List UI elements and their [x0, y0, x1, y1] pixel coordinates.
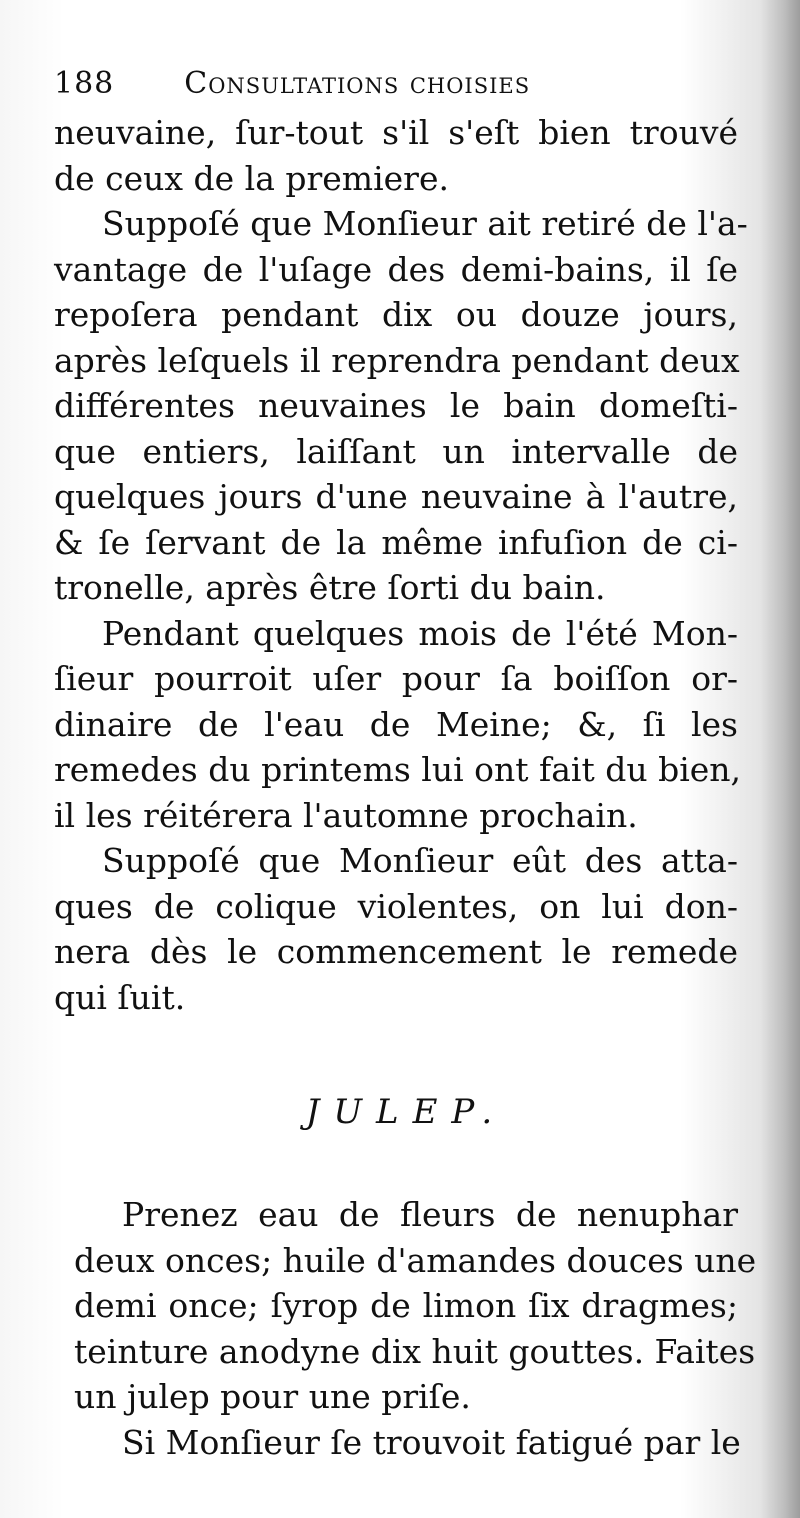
text-line: Suppoſé que Monſieur eût des atta-: [102, 841, 738, 880]
page-header: [54, 66, 738, 110]
paragraph: [54, 110, 738, 201]
text-line: nera dès le commencement le remede: [54, 932, 738, 971]
text-line: ques de colique violentes, on lui don-: [54, 886, 738, 926]
text-line: différentes neuvaines le bain domeſti-: [54, 386, 738, 425]
text-line: après leſquels il reprendra pendant deux: [54, 340, 740, 380]
text-line: dinaire de l'eau de Meine; &, ſi les: [54, 704, 738, 744]
paragraph: [54, 201, 748, 611]
text-line: demi once; ſyrop de limon ſix dragmes;: [74, 1286, 738, 1325]
text-line: remedes du printems lui ont fait du bien,: [54, 750, 742, 789]
text-line: un julep pour une priſe.: [74, 1377, 471, 1416]
text-line: ſieur pourroit uſer pour ſa boiſſon or-: [54, 659, 738, 698]
text-line: teinture anodyne dix huit gouttes. Faites: [74, 1331, 756, 1371]
text-line: deux onces; huile d'amandes douces une: [74, 1240, 757, 1280]
text-line: que entiers, laiſſant un intervalle de: [54, 431, 738, 471]
page-gutter-shadow: [760, 0, 800, 1518]
paragraph: [54, 838, 738, 1020]
paragraph: [54, 611, 742, 839]
text-line: quelques jours d'une neuvaine à l'autre,: [54, 477, 738, 516]
text-line: Suppoſé que Monſieur ait retiré de l'a-: [102, 204, 748, 243]
section-heading: JULEP.: [305, 1092, 507, 1132]
text-line: tronelle, après être ſorti du bain.: [54, 568, 606, 607]
running-title: Consultations choisies: [184, 66, 531, 101]
text-line: il les réitérera l'automne prochain.: [54, 795, 638, 835]
text-block: [54, 66, 757, 1465]
text-line: de ceux de la premiere.: [54, 158, 449, 198]
recipe-paragraph: [54, 1420, 741, 1466]
recipe-paragraph: [54, 1192, 757, 1420]
text-line: Pendant quelques mois de l'été Mon-: [102, 613, 738, 653]
text-line: qui ſuit.: [54, 977, 186, 1017]
text-line: Si Monſieur ſe trouvoit fatigué par le: [122, 1422, 741, 1462]
text-line: & ſe ſervant de la même infuſion de ci-: [54, 522, 738, 562]
page-number: 188: [54, 66, 115, 101]
text-line: Prenez eau de fleurs de nenuphar: [122, 1195, 738, 1234]
text-line: neuvaine, ſur-tout s'il s'eſt bien trouvé: [54, 113, 738, 152]
text-line: repoſera pendant dix ou douze jours,: [54, 295, 738, 334]
text-line: vantage de l'uſage des demi-bains, il ſe: [54, 249, 738, 289]
